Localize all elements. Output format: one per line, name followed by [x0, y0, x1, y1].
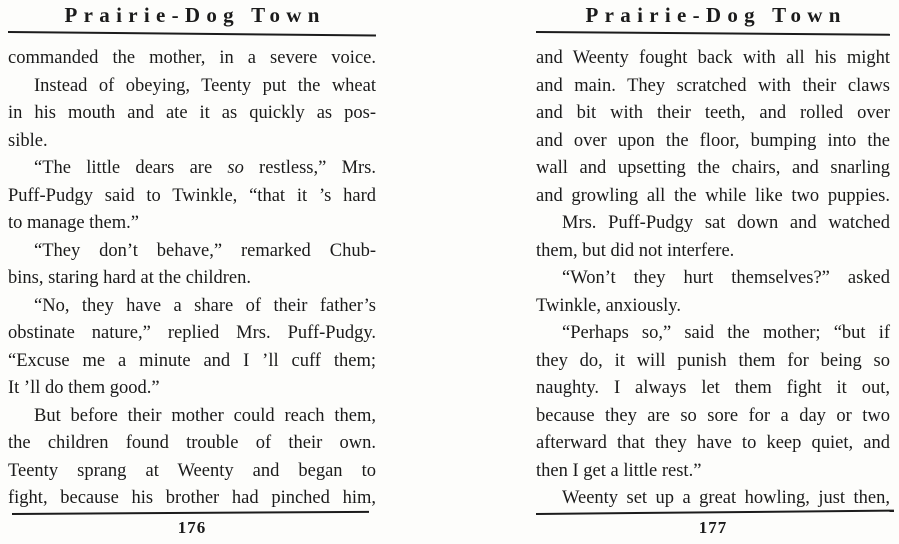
- text-line: “Perhaps so,” said the mother; “but if: [562, 323, 890, 343]
- text-line: Puff-Pudgy said to Twinkle, “that it ’s hard: [8, 185, 376, 206]
- text-line: “The little dears are so restless,” Mrs.: [34, 158, 376, 178]
- page-right: [536, 0, 890, 544]
- page-footer-left: [8, 513, 376, 538]
- text-line: bins, staring hard at the children.: [8, 268, 252, 288]
- page-left: [8, 0, 376, 544]
- page-body: [536, 45, 890, 513]
- text-line: Mrs. Puff-Pudgy sat down and watched: [562, 213, 890, 233]
- text-line: wall and upsetting the chairs, and snarling: [536, 158, 890, 178]
- page-header-right: [536, 0, 890, 33]
- text-line: It ’ll do them good.”: [8, 378, 160, 398]
- text-line: “Won’t they hurt themselves?” asked: [562, 268, 890, 288]
- page-footer-right: [536, 513, 890, 538]
- text-line: Twinkle, anxiously.: [536, 295, 681, 316]
- running-head: Prairie-Dog Town: [585, 3, 847, 27]
- text-line: because they are so sore for a day or two: [536, 405, 890, 426]
- page-header-left: [8, 0, 376, 33]
- header-rule: [536, 31, 890, 36]
- header-rule: [8, 31, 376, 37]
- text-line: “No, they have a share of their father’s: [34, 295, 376, 316]
- text-line: the children found trouble of their own.: [8, 433, 376, 453]
- text-line: and main. They scratched with their claws: [536, 75, 890, 96]
- text-line: sible.: [8, 130, 48, 151]
- text-line: in his mouth and ate it as quickly as pos-: [8, 103, 376, 123]
- text-line: naughty. I always let them fight it out,: [536, 378, 890, 398]
- page-number: 177: [698, 518, 728, 537]
- text-line: obstinate nature,” replied Mrs. Puff-Pudgy.: [8, 323, 376, 343]
- text-line: Teenty sprang at Weenty and began to: [8, 460, 376, 481]
- page-body: [8, 45, 376, 513]
- text-line: and growling all the while like two puppies.: [536, 185, 890, 206]
- text-line: fight, because his brother had pinched him,: [8, 488, 376, 508]
- text-line: afterward that they have to keep quiet, and: [536, 433, 890, 453]
- text-line: commanded the mother, in a severe voice.: [8, 48, 376, 68]
- text-line: to manage them.”: [8, 213, 139, 233]
- page-number: 176: [177, 518, 207, 537]
- text-line: then I get a little rest.”: [536, 460, 702, 481]
- text-line: and bit with their teeth, and rolled over: [536, 103, 890, 123]
- text-line: Instead of obeying, Teenty put the wheat: [34, 75, 376, 96]
- text-line: and Weenty fought back with all his might: [536, 48, 890, 68]
- text-line: Weenty set up a great howling, just then,: [562, 488, 890, 508]
- running-head: Prairie-Dog Town: [64, 3, 326, 27]
- text-line: them, but did not interfere.: [536, 240, 735, 261]
- text-line: But before their mother could reach them,: [34, 405, 376, 426]
- text-line: they do, it will punish them for being so: [536, 350, 890, 371]
- text-line: and over upon the floor, bumping into the: [536, 130, 890, 151]
- text-line: “Excuse me a minute and I ’ll cuff them;: [8, 350, 376, 371]
- text-line: “They don’t behave,” remarked Chub-: [34, 240, 376, 261]
